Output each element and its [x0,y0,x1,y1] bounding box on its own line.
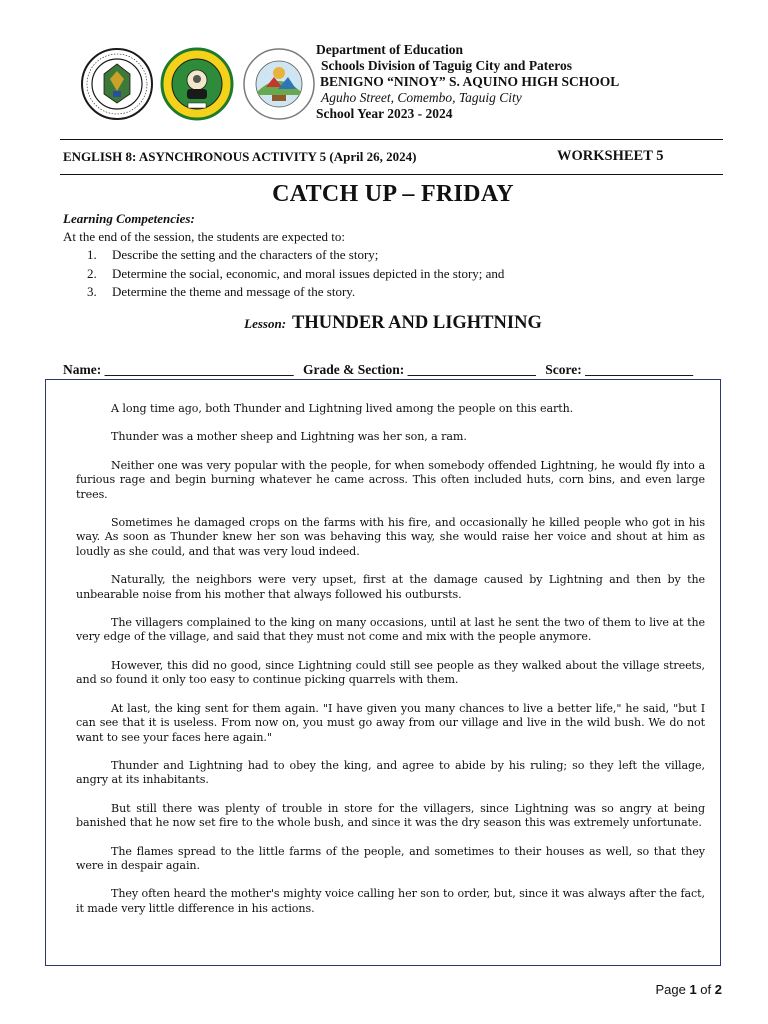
story-paragraph: At last, the king sent for them again. "I have given you many chances to live a better life," he said, "but I can see that it is useless. From now on, you must go away from our village and live in the wild bush. We do not want to see your faces here again." [76,701,705,744]
story-box [45,379,721,966]
school-address: Aguho Street, Comembo, Taguig City [321,90,522,105]
competencies-intro: At the end of the session, the students are expected to: [63,229,345,245]
name-field[interactable]: Name: ____________________________ [63,362,294,377]
page-title: CATCH UP – FRIDAY [272,181,514,207]
learning-competencies: Learning Competencies: At the end of the session, the students are expected to: 1. Describe the setting and the characters of the story; 2. Determine the social, economic, and moral issues depicted in the story; and 3. Determine the theme and message of the story. [63,210,504,301]
grade-section-field[interactable]: Grade & Section: ___________________ [302,362,536,377]
school-seal-logo [160,47,234,121]
student-info-fields [63,362,693,378]
story-paragraph: Naturally, the neighbors were very upset, first at the damage caused by Lightning and then by the unbearable noise from his mother that always followed his outbursts. [76,573,705,601]
school-year: School Year 2023 - 2024 [316,106,453,121]
story-paragraph: Sometimes he damaged crops on the farms with his fire, and occasionally he killed people who got in his way. As soon as Thunder knew her son was behaving this way, she would raise her voice and shout at him as loudly as she could, and that was very loud indeed. [76,516,705,558]
english-department-seal-logo [242,47,316,121]
activity-label: ENGLISH 8: ASYNCHRONOUS ACTIVITY 5 (April 26, 2024) [63,149,417,164]
story-paragraph: Thunder was a mother sheep and Lightning was her son, a ram. [111,430,467,444]
lesson-label: Lesson: [244,316,287,331]
competencies-heading: Learning Competencies [63,211,191,226]
school-name: BENIGNO “NINOY” S. AQUINO HIGH SCHOOL [320,74,620,89]
division-name: Schools Division of Taguig City and Pateros [321,58,573,73]
story-paragraph: Thunder and Lightning had to obey the king, and agree to abide by his ruling; so they left the village, angry at its inhabitants. [76,758,705,787]
department-name: Department of Education [316,42,463,57]
story-paragraph: Neither one was very popular with the people, for when somebody offended Lightning, he would fly into a furious rage and begin burning whatever he came across. This often included huts, corn bins, and even large trees. [76,458,705,501]
story-paragraph: The flames spread to the little farms of the people, and sometimes to their houses as well, so that they were in despair again. [76,844,705,872]
lesson-heading [0,313,768,334]
header-rule-bottom [60,174,723,175]
story-paragraph: They often heard the mother's mighty voice calling her son to order, but, since it was always after the fact, it made very little difference in his actions. [76,887,705,915]
competency-item: 2. Determine the social, economic, and moral issues depicted in the story; and [87,265,505,281]
story-paragraph: However, this did no good, since Lightning could still see people as they walked about the village streets, and so found it only too easy to continue picking quarrels with them. [76,658,705,687]
lesson-title: THUNDER AND LIGHTNING [292,313,542,333]
header-block [316,42,619,122]
story-paragraph: The villagers complained to the king on many occasions, until at last he sent the two of them to live at the very edge of the village, and said that they must not come and mix with the people anymore. [76,616,705,644]
score-field[interactable]: Score: ________________ [545,362,694,377]
page-indicator: Page 1 of 2 [655,982,722,997]
header-rule-top [60,139,723,140]
competency-item: 3. Determine the theme and message of the story. [87,283,356,299]
competency-item: 1. Describe the setting and the characters of the story; [87,247,379,263]
worksheet-label: WORKSHEET 5 [557,148,664,164]
story-paragraph: A long time ago, both Thunder and Lightning lived among the people on this earth. [111,402,574,415]
story-paragraph: But still there was plenty of trouble in store for the villagers, since Lightning was so angry at being banished that he now set fire to the whole bush, and since it was the dry season this was extremely unfortunate. [76,801,705,830]
division-seal-logo [80,47,154,121]
